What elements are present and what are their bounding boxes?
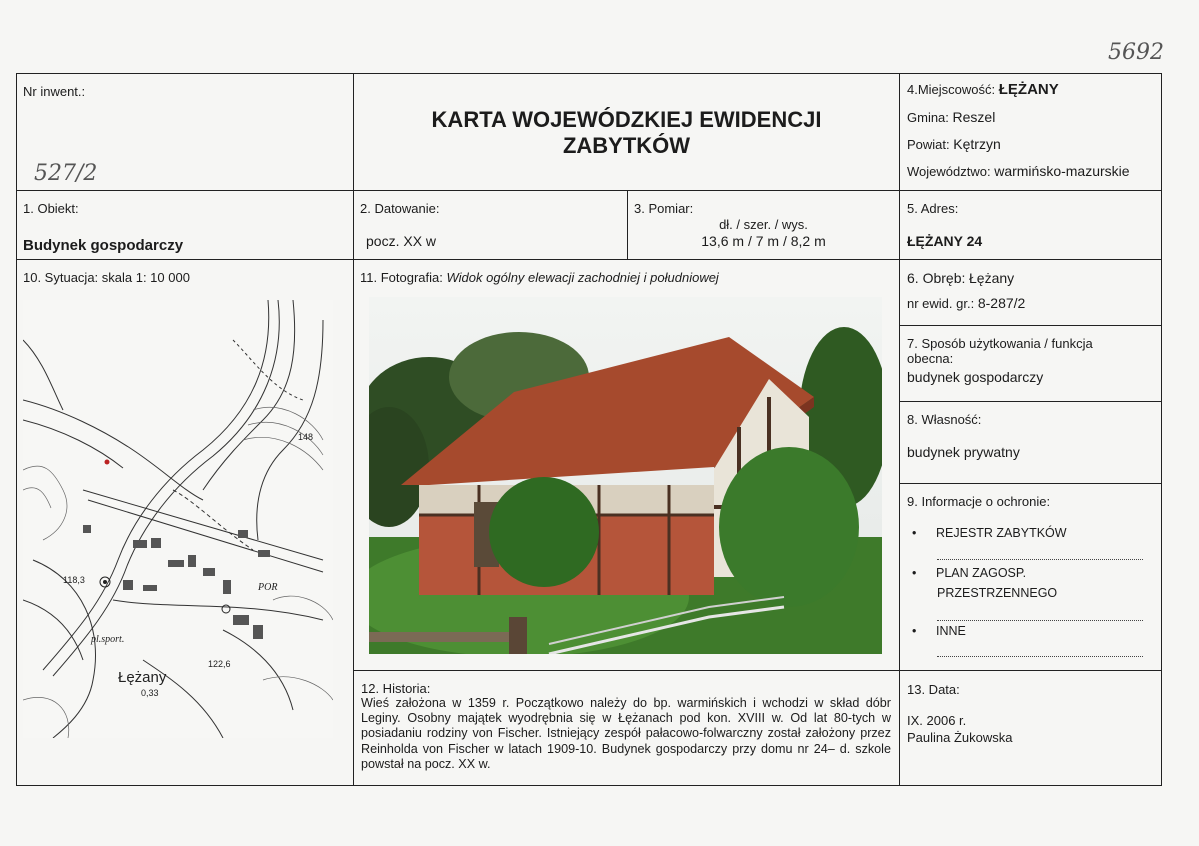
situation-label: 10. Sytuacja: skala 1: 10 000 — [23, 270, 190, 285]
parcel-value: 8-287/2 — [977, 295, 1026, 311]
title-line-2: ZABYTKÓW — [562, 133, 691, 158]
usage-value: budynek gospodarczy — [907, 369, 1044, 385]
ownership-label: 8. Własność: — [907, 412, 982, 427]
object-label: 1. Obiekt: — [23, 201, 79, 216]
obreb-value: Łężany — [969, 270, 1015, 286]
measure-units: dł. / szer. / wys. — [719, 217, 808, 232]
dating-label: 2. Datowanie: — [360, 201, 440, 216]
usage-label-2: obecna: — [907, 351, 954, 366]
dating-value: pocz. XX w — [366, 233, 437, 249]
wojewodztwo-field — [907, 164, 1130, 179]
divider — [353, 73, 354, 786]
protection-item-registry: • REJESTR ZABYTKÓW — [912, 526, 1067, 540]
map-height-122: 122,6 — [208, 659, 231, 669]
obreb-field — [907, 271, 1014, 286]
protection-item-plan-2: PRZESTRZENNEGO — [937, 586, 1058, 600]
parcel-field — [907, 296, 1025, 311]
powiat-value: Kętrzyn — [953, 136, 1001, 152]
divider — [16, 259, 1162, 260]
history-text: Wieś założona w 1359 r. Początkowo należy do bp. warmińskich i wchodzi w skład dóbr Leginy. Osobny majątek wyodrębnia się w Łężanach pod kon. XVIII w. Od lat 80-tych w posiadaniu rodziny von Fischer. Istniejący zespół pałacowo-folwarczny został założony przez Reinholda von Fischer w latach 1909-10. Budynek gospodarczy przy domu nr 24– d. szkole powstał na pocz. XX w. — [361, 696, 891, 771]
building-photo — [369, 297, 882, 654]
ownership-value: budynek prywatny — [907, 444, 1020, 460]
dotted-line — [937, 620, 1143, 621]
author-name: Paulina Żukowska — [907, 730, 1013, 745]
map-height-148: 148 — [298, 432, 314, 442]
handwritten-archive-number: 5692 — [1108, 40, 1164, 65]
map-por: POR — [258, 582, 278, 593]
protection-item-other: • INNE — [912, 624, 966, 638]
map-town-name: Łężany — [118, 669, 167, 686]
measure-label: 3. Pomiar: — [634, 201, 694, 216]
map-height-118: 118,3 — [63, 575, 85, 585]
situation-map — [23, 300, 333, 738]
protection-item-plan: • PLAN ZAGOSP. — [912, 566, 1027, 580]
divider — [899, 73, 900, 786]
location-label: 4.Miejscowość: — [907, 82, 996, 97]
divider — [353, 670, 1162, 671]
history-label: 12. Historia: — [361, 681, 431, 696]
page-title — [355, 107, 898, 159]
measure-value: 13,6 m / 7 m / 8,2 m — [701, 233, 826, 249]
gmina-field — [907, 110, 995, 125]
divider — [899, 325, 1162, 326]
inventory-handwritten-number: 527/2 — [34, 161, 98, 186]
title-line-1: KARTA WOJEWÓDZKIEJ EWIDENCJI — [431, 107, 822, 132]
location-value: ŁĘŻANY — [998, 81, 1059, 98]
address-value: ŁĘŻANY 24 — [907, 233, 983, 249]
powiat-label: Powiat: — [907, 137, 950, 152]
gmina-label: Gmina: — [907, 110, 949, 125]
photo-caption: Widok ogólny elewacji zachodniej i południowej — [446, 270, 719, 285]
address-label: 5. Adres: — [907, 201, 959, 216]
wojewodztwo-value: warmińsko-mazurskie — [994, 163, 1130, 179]
photo-label-number: 11. Fotografia: — [360, 270, 443, 285]
dotted-line — [937, 656, 1143, 657]
photo-label — [360, 270, 719, 285]
protection-label: 9. Informacje o ochronie: — [907, 494, 1051, 509]
divider — [899, 401, 1162, 402]
map-pl-sport: pl.sport. — [91, 634, 125, 645]
parcel-label: nr ewid. gr.: — [907, 296, 975, 311]
divider — [16, 190, 1162, 191]
divider — [899, 483, 1162, 484]
date-value: IX. 2006 r. — [907, 713, 967, 728]
dotted-line — [937, 559, 1143, 560]
inventory-label: Nr inwent.: — [23, 84, 86, 99]
location-field — [907, 82, 1059, 97]
date-label: 13. Data: — [907, 682, 960, 697]
gmina-value: Reszel — [952, 109, 996, 125]
powiat-field — [907, 137, 1001, 152]
usage-label-1: 7. Sposób użytkowania / funkcja — [907, 336, 1093, 351]
map-height-033: 0,33 — [141, 688, 159, 698]
wojewodztwo-label: Województwo: — [907, 164, 991, 179]
object-value: Budynek gospodarczy — [23, 237, 184, 254]
obreb-label: 6. Obręb: — [907, 270, 966, 286]
